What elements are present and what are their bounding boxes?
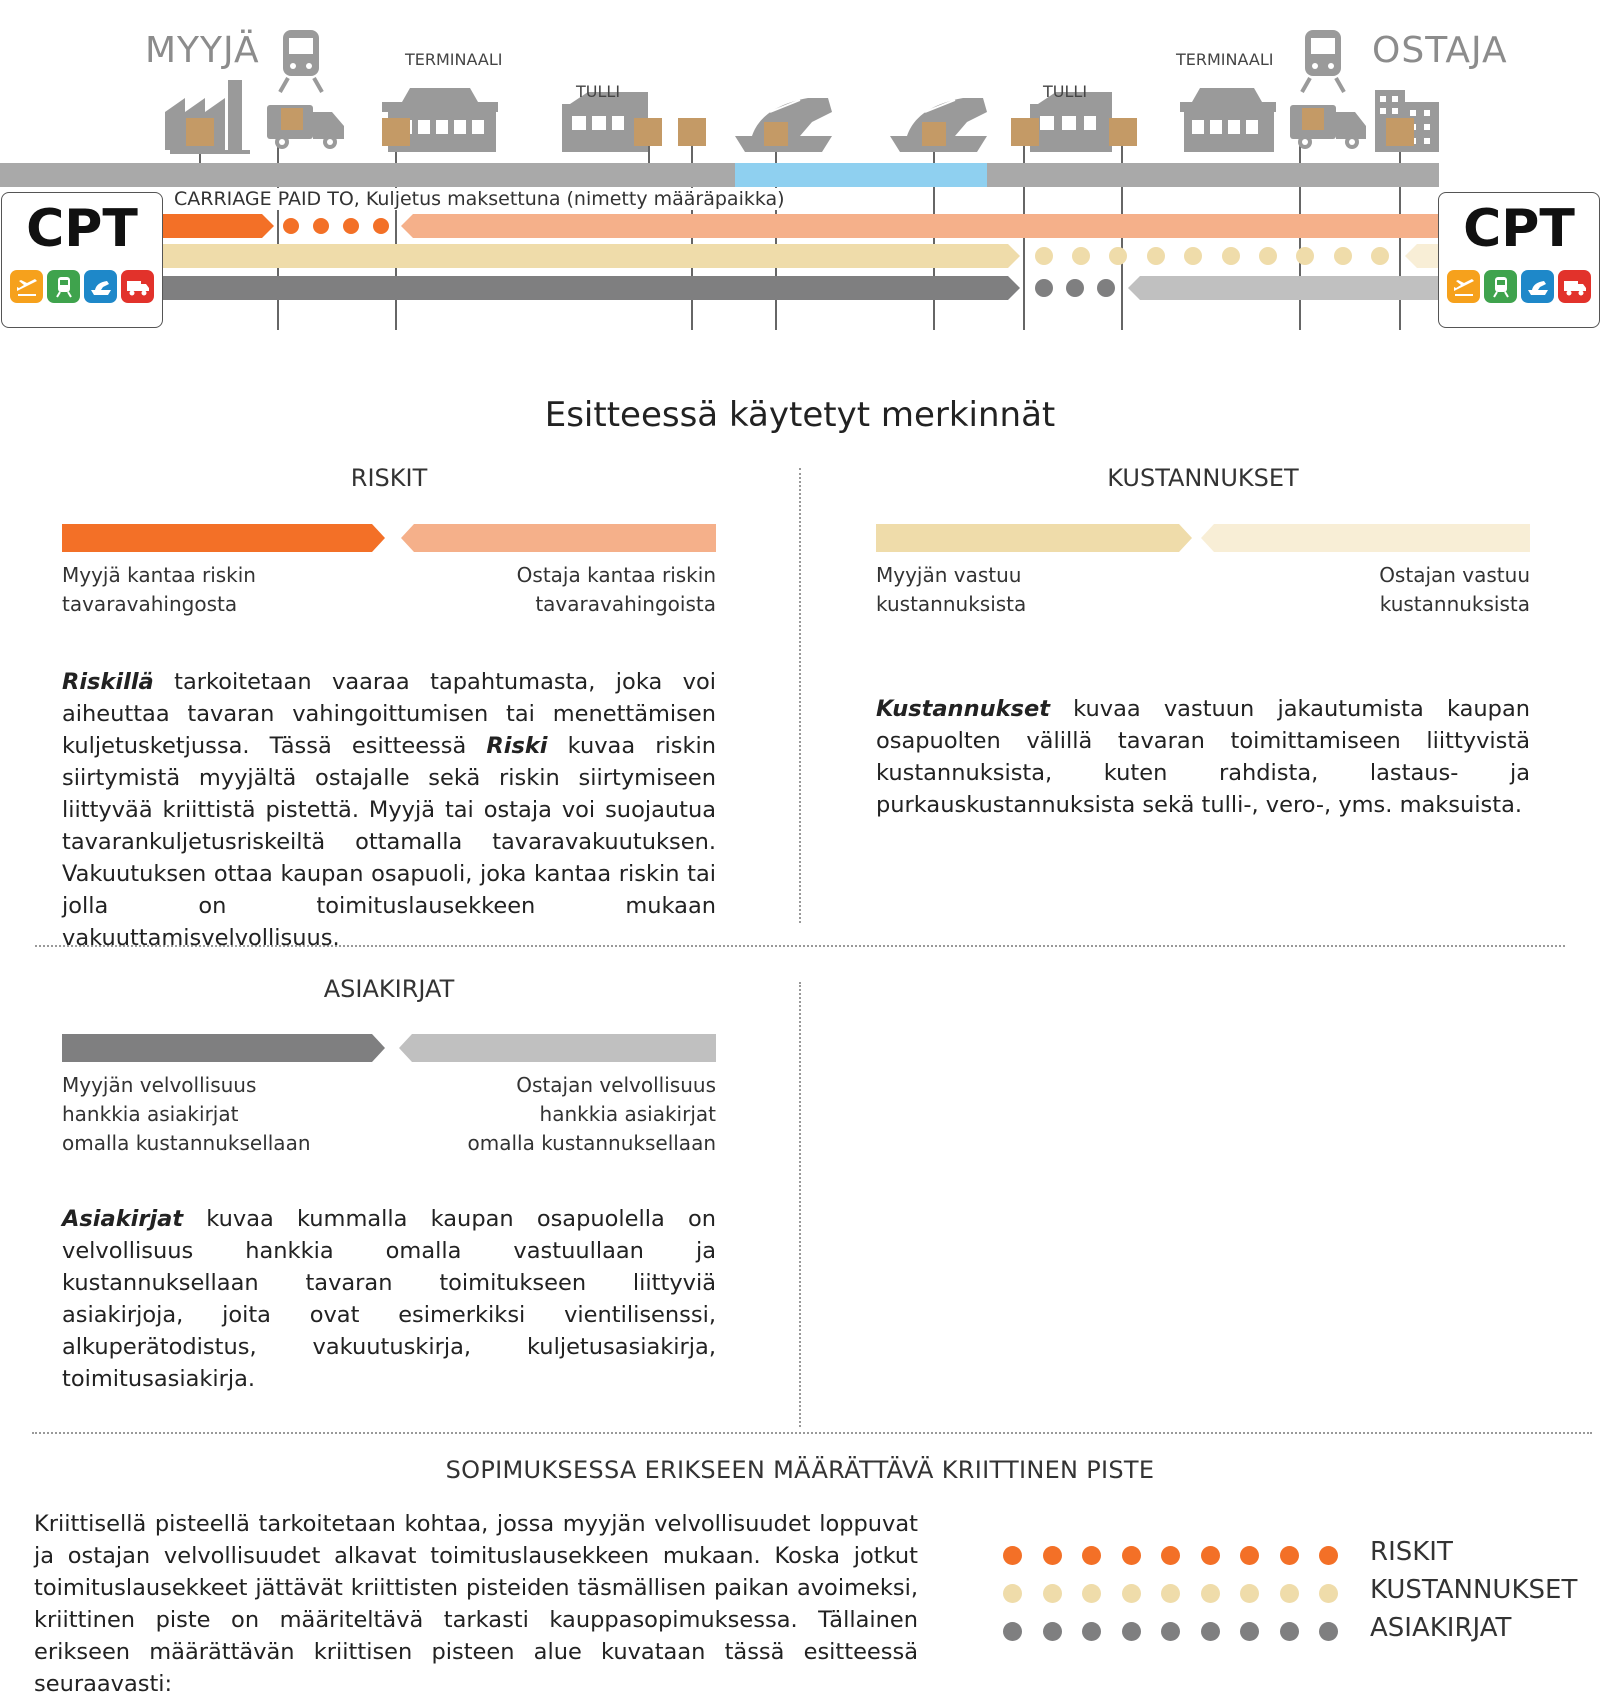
ship-icon bbox=[84, 270, 117, 303]
buyer-label: OSTAJA bbox=[1372, 30, 1508, 71]
critical-cost-dots bbox=[1003, 1584, 1338, 1603]
train-icon bbox=[47, 270, 80, 303]
risks-seller-note: Myyjä kantaa riskin tavaravahingosta bbox=[62, 563, 256, 616]
cost-critical-dots bbox=[1035, 247, 1389, 265]
cpt-code: CPT bbox=[26, 199, 138, 259]
critical-doc-dots bbox=[1003, 1622, 1338, 1641]
doc-critical-dots bbox=[1035, 279, 1115, 297]
customs-building-icon-2 bbox=[1030, 92, 1112, 152]
cost-buyer-arrow bbox=[1405, 244, 1440, 268]
documents-paragraph: Asiakirjat kuvaa kummalla kaupan osapuolella on velvollisuus hankkia omalla vastuullaan ja kustannuksellaan tavaran toimitukseen liittyviä asiakirjoja, joita ovat esimerkiksi vientilisenssi, alkuperätodistus, vakuutuskirja, kuljetusasiakirja, toimitusasiakirja. bbox=[62, 1206, 716, 1392]
critical-risk-label: RISKIT bbox=[1370, 1537, 1453, 1567]
cpt-code: CPT bbox=[1463, 199, 1575, 259]
vertical-divider-bottom bbox=[799, 982, 801, 1427]
risk-buyer-arrow bbox=[401, 524, 716, 552]
route-band-sea bbox=[735, 163, 987, 187]
truck-icon bbox=[1558, 270, 1591, 303]
truck-icon bbox=[121, 270, 154, 303]
critical-cost-label: KUSTANNUKSET bbox=[1370, 1575, 1578, 1605]
risks-title: RISKIT bbox=[350, 464, 428, 492]
horizontal-divider-2 bbox=[32, 1432, 1592, 1434]
risk-seller-arrow bbox=[162, 214, 274, 238]
doc-buyer-arrow bbox=[1128, 276, 1440, 300]
terminal-building-icon-2 bbox=[1180, 88, 1276, 152]
doc-buyer-arrow bbox=[399, 1034, 716, 1062]
legend-title: Esitteessä käytetyt merkinnät bbox=[544, 395, 1056, 435]
train-icon bbox=[1484, 270, 1517, 303]
customs-label-right: TULLI bbox=[1043, 82, 1088, 101]
costs-paragraph: Kustannukset kuvaa vastuun jakautumista kaupan osapuolten välillä tavaran toimittamiseen liittyvistä kustannuksista, kuten rahdista, lastaus- ja purkauskustannuksista sekä tulli-, vero-, yms. maksuista. bbox=[876, 696, 1530, 818]
customs-label-left: TULLI bbox=[576, 82, 621, 101]
risks-legend-arrows bbox=[62, 522, 717, 554]
risks-paragraph: Riskillä tarkoitetaan vaaraa tapahtumasta, joka voi aiheuttaa tavaran vahingoittumisen tai menettämisen kuljetusketjussa. Tässä esitteessä Riski kuvaa riskin siirtymistä myyjältä ostajalle sekä riskin siirtymiseen liittyvää kriittistä pistettä. Myyjä tai ostaja voi suojautua tavarankuljetusriskeiltä ottamalla tavaravakuutuksen. Vakuutuksen ottaa kaupan osapuoli, joka kantaa riskin tai jolla on toimituslausekkeen mukaan vakuuttamisvelvollisuus. bbox=[62, 669, 716, 951]
seller-label: MYYJÄ bbox=[145, 30, 260, 71]
costs-seller-note: Myyjän vastuu kustannuksista bbox=[876, 563, 1027, 616]
costs-buyer-note: Ostajan vastuu kustannuksista bbox=[1379, 563, 1530, 616]
critical-point-title: SOPIMUKSESSA ERIKSEEN MÄÄRÄTTÄVÄ KRIITTINEN PISTE bbox=[445, 1456, 1155, 1484]
plane-icon bbox=[1447, 270, 1480, 303]
vertical-divider-top bbox=[799, 468, 801, 923]
critical-risk-dots bbox=[1003, 1546, 1338, 1565]
cpt-badge-seller bbox=[1, 192, 163, 328]
cpt-badge-buyer bbox=[1438, 192, 1600, 328]
truck-icon bbox=[267, 105, 344, 149]
term-description: CARRIAGE PAID TO, Kuljetus maksettuna (nimetty määräpaikka) bbox=[174, 188, 785, 210]
documents-seller-note: Myyjän velvollisuus hankkia asiakirjat omalla kustannuksellaan bbox=[62, 1073, 311, 1155]
risk-critical-dots bbox=[283, 218, 389, 234]
risk-buyer-arrow bbox=[401, 214, 1440, 238]
ship-icon bbox=[1521, 270, 1554, 303]
cost-seller-arrow bbox=[162, 244, 1020, 268]
cost-buyer-arrow bbox=[1201, 524, 1530, 552]
documents-buyer-note: Ostajan velvollisuus hankkia asiakirjat omalla kustannuksellaan bbox=[467, 1073, 716, 1155]
critical-doc-label: ASIAKIRJAT bbox=[1370, 1613, 1512, 1643]
documents-title: ASIAKIRJAT bbox=[323, 975, 455, 1003]
risk-seller-arrow bbox=[62, 524, 385, 552]
transport-modes bbox=[1447, 270, 1591, 303]
critical-point-paragraph: Kriittisellä pisteellä tarkoitetaan kohtaa, jossa myyjän velvollisuudet loppuvat ja ostajan velvollisuudet alkavat toimituslausekkeen mukaan. Koska jotkut toimituslausekkeet jättävät kriittisten pisteiden täsmällisen paikan avoimeksi, kriittinen piste on määriteltävä tarkasti kauppasopimuksessa. Tällainen erikseen määrättävän kriittisen pisteen alue kuvataan tässä esitteessä seuraavasti: bbox=[34, 1511, 918, 1697]
plane-icon bbox=[10, 270, 43, 303]
cpt-diagram bbox=[0, 0, 1600, 335]
risks-buyer-note: Ostaja kantaa riskin tavaravahingoista bbox=[516, 563, 716, 616]
train-icon bbox=[280, 30, 322, 92]
transport-modes bbox=[10, 270, 154, 303]
doc-seller-arrow bbox=[162, 276, 1020, 300]
cost-seller-arrow bbox=[876, 524, 1192, 552]
truck-icon-2 bbox=[1290, 105, 1366, 149]
train-icon-2 bbox=[1302, 30, 1344, 92]
terminal-label-right: TERMINAALI bbox=[1176, 50, 1274, 69]
doc-seller-arrow bbox=[62, 1034, 385, 1062]
costs-legend-arrows bbox=[876, 522, 1531, 554]
terminal-label-left: TERMINAALI bbox=[405, 50, 503, 69]
route-band-land-right bbox=[987, 163, 1439, 187]
documents-legend-arrows bbox=[62, 1032, 717, 1064]
costs-title: KUSTANNUKSET bbox=[1107, 464, 1299, 492]
route-band-land-left bbox=[0, 163, 735, 187]
